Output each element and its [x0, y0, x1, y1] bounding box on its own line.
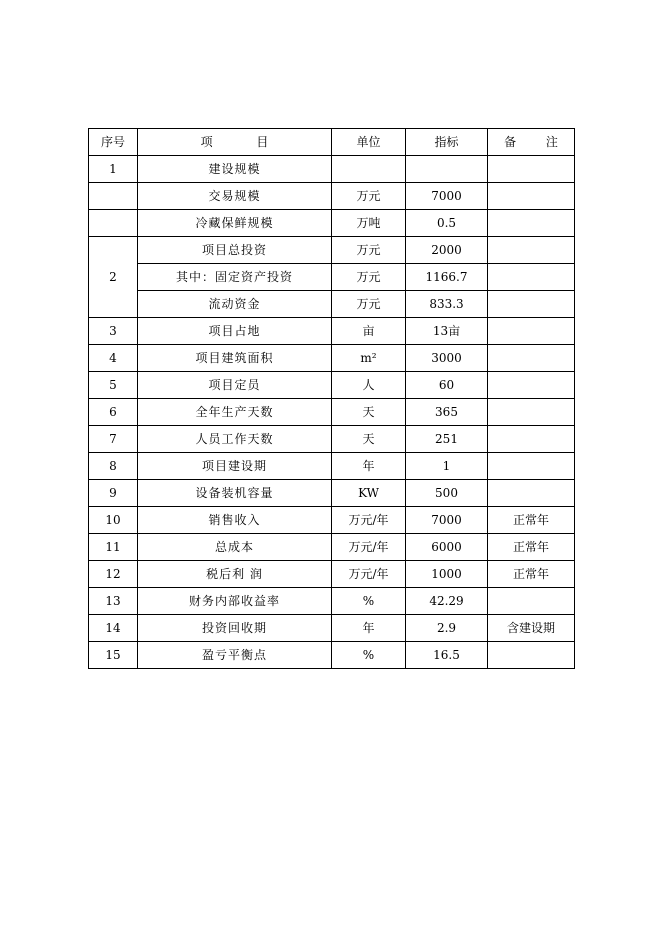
cell-note: [488, 372, 575, 399]
cell-item: 项目定员: [138, 372, 332, 399]
cell-unit: 万元/年: [332, 507, 406, 534]
cell-value: 42.29: [406, 588, 488, 615]
cell-note: 正常年: [488, 561, 575, 588]
cell-value: 1166.7: [406, 264, 488, 291]
table-row: [89, 318, 575, 345]
cell-item: 冷藏保鲜规模: [138, 210, 332, 237]
cell-unit: 万元: [332, 237, 406, 264]
table-row: [89, 399, 575, 426]
cell-item: 盈亏平衡点: [138, 642, 332, 669]
cell-value: 2000: [406, 237, 488, 264]
cell-value: 833.3: [406, 291, 488, 318]
cell-value: 2.9: [406, 615, 488, 642]
table-row: [89, 615, 575, 642]
cell-unit: KW: [332, 480, 406, 507]
cell-item: 其中：固定资产投资: [138, 264, 332, 291]
cell-value: [406, 156, 488, 183]
cell-item: 项目总投资: [138, 237, 332, 264]
header-note: 备 注: [488, 129, 575, 156]
cell-item: 交易规模: [138, 183, 332, 210]
cell-seq: 6: [89, 399, 138, 426]
cell-item: 总成本: [138, 534, 332, 561]
cell-item: 全年生产天数: [138, 399, 332, 426]
indicator-table-container: [88, 128, 575, 669]
cell-seq: 12: [89, 561, 138, 588]
cell-value: 0.5: [406, 210, 488, 237]
cell-seq: 4: [89, 345, 138, 372]
cell-note: [488, 318, 575, 345]
cell-item: 建设规模: [138, 156, 332, 183]
cell-note: 含建设期: [488, 615, 575, 642]
table-row: [89, 534, 575, 561]
cell-value: 1: [406, 453, 488, 480]
table-row: [89, 561, 575, 588]
cell-seq: 5: [89, 372, 138, 399]
cell-seq: 8: [89, 453, 138, 480]
cell-note: [488, 480, 575, 507]
cell-unit: 万元/年: [332, 561, 406, 588]
cell-value: 60: [406, 372, 488, 399]
cell-unit: %: [332, 642, 406, 669]
table-row: [89, 210, 575, 237]
cell-unit: 万元: [332, 291, 406, 318]
header-unit: 单位: [332, 129, 406, 156]
cell-unit: 万元: [332, 264, 406, 291]
table-row: [89, 372, 575, 399]
cell-seq: 11: [89, 534, 138, 561]
cell-unit: %: [332, 588, 406, 615]
table-row: [89, 237, 575, 264]
cell-item: 财务内部收益率: [138, 588, 332, 615]
table-row: [89, 345, 575, 372]
cell-seq: 9: [89, 480, 138, 507]
cell-item: 设备装机容量: [138, 480, 332, 507]
cell-unit: 年: [332, 615, 406, 642]
cell-note: [488, 210, 575, 237]
cell-seq: 10: [89, 507, 138, 534]
cell-item: 项目占地: [138, 318, 332, 345]
cell-value: 7000: [406, 183, 488, 210]
cell-note: 正常年: [488, 507, 575, 534]
cell-value: 1000: [406, 561, 488, 588]
cell-note: [488, 426, 575, 453]
header-item: 项 目: [138, 129, 332, 156]
cell-seq: 7: [89, 426, 138, 453]
cell-unit: 万元/年: [332, 534, 406, 561]
table-row: [89, 642, 575, 669]
cell-item: 项目建筑面积: [138, 345, 332, 372]
cell-seq: [89, 183, 138, 210]
cell-unit: 万元: [332, 183, 406, 210]
cell-value: 500: [406, 480, 488, 507]
cell-note: [488, 642, 575, 669]
cell-item: 人员工作天数: [138, 426, 332, 453]
cell-note: [488, 291, 575, 318]
cell-note: [488, 237, 575, 264]
cell-note: [488, 156, 575, 183]
cell-item: 项目建设期: [138, 453, 332, 480]
table-row: [89, 291, 575, 318]
indicator-table: [88, 128, 575, 669]
table-row: [89, 480, 575, 507]
cell-seq: 13: [89, 588, 138, 615]
cell-unit: 万吨: [332, 210, 406, 237]
cell-unit: [332, 156, 406, 183]
table-row: [89, 453, 575, 480]
cell-value: 6000: [406, 534, 488, 561]
cell-seq: [89, 210, 138, 237]
cell-value: 3000: [406, 345, 488, 372]
cell-value: 13亩: [406, 318, 488, 345]
cell-note: [488, 453, 575, 480]
cell-unit: 天: [332, 399, 406, 426]
cell-note: 正常年: [488, 534, 575, 561]
cell-unit: 亩: [332, 318, 406, 345]
table-row: [89, 426, 575, 453]
cell-seq: 14: [89, 615, 138, 642]
cell-value: 7000: [406, 507, 488, 534]
cell-note: [488, 588, 575, 615]
cell-seq: 2: [89, 237, 138, 318]
cell-seq: 3: [89, 318, 138, 345]
header-seq: 序号: [89, 129, 138, 156]
table-row: [89, 183, 575, 210]
cell-item: 税后利 润: [138, 561, 332, 588]
table-row: [89, 156, 575, 183]
cell-value: 16.5: [406, 642, 488, 669]
cell-seq: 15: [89, 642, 138, 669]
table-row: [89, 264, 575, 291]
table-row: [89, 588, 575, 615]
header-row: [89, 129, 575, 156]
cell-value: 365: [406, 399, 488, 426]
cell-unit: 人: [332, 372, 406, 399]
cell-unit: m²: [332, 345, 406, 372]
cell-seq: 1: [89, 156, 138, 183]
cell-note: [488, 345, 575, 372]
cell-item: 销售收入: [138, 507, 332, 534]
cell-item: 流动资金: [138, 291, 332, 318]
header-value: 指标: [406, 129, 488, 156]
cell-note: [488, 399, 575, 426]
cell-note: [488, 264, 575, 291]
cell-item: 投资回收期: [138, 615, 332, 642]
cell-unit: 天: [332, 426, 406, 453]
cell-value: 251: [406, 426, 488, 453]
table-row: [89, 507, 575, 534]
cell-note: [488, 183, 575, 210]
cell-unit: 年: [332, 453, 406, 480]
